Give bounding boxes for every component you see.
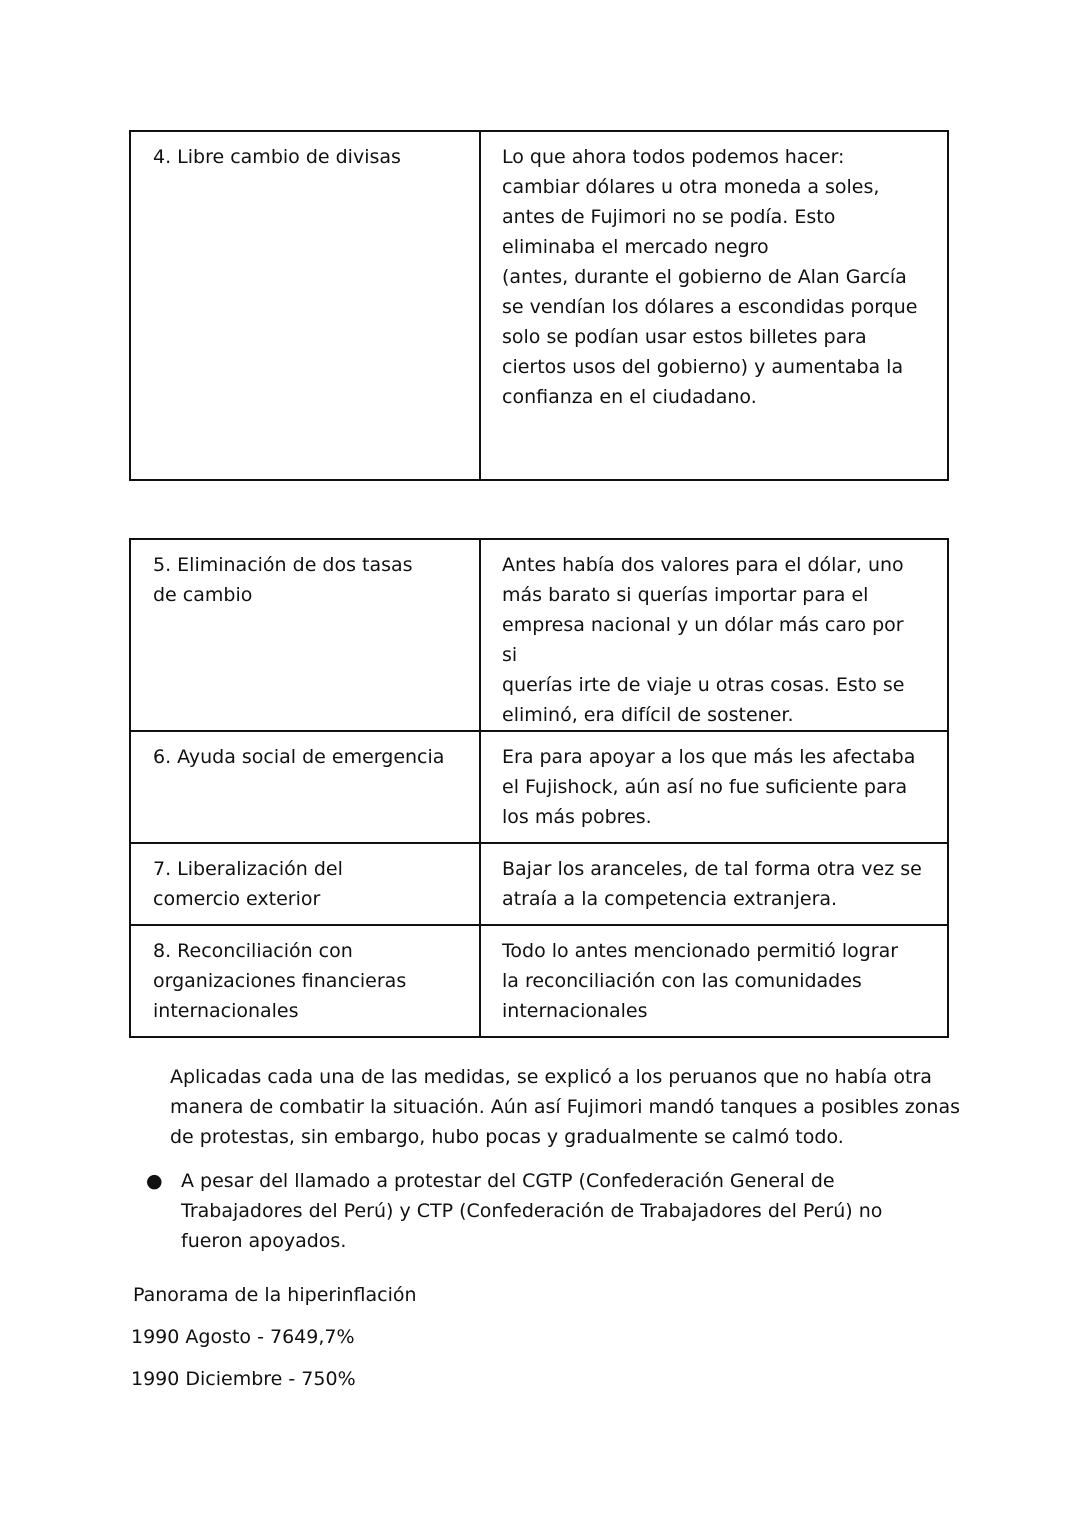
panorama-entry: 1990 Diciembre - 750% [131, 1368, 356, 1390]
measure-cell: 8. Reconciliación con organizaciones financieras internacionales [130, 925, 480, 1037]
description-cell: Era para apoyar a los que más les afectaba el Fujishock, aún así no fue suficiente para los más pobres. [480, 731, 948, 843]
measure-cell: 6. Ayuda social de emergencia [130, 731, 480, 843]
description-cell: Todo lo antes mencionado permitió lograr la reconciliación con las comunidades internacionales [480, 925, 948, 1037]
panorama-title: Panorama de la hiperinflación [133, 1284, 417, 1306]
measure-cell: 5. Eliminación de dos tasas de cambio [130, 539, 480, 731]
measures-table-1 [129, 130, 949, 481]
bullet-text: A pesar del llamado a protestar del CGTP (Confederación General de Trabajadores del Perú) y CTP (Confederación de Trabajadores del Perú) no fueron apoyados. [181, 1170, 883, 1252]
table-row [130, 131, 948, 480]
panorama-entry: 1990 Agosto - 7649,7% [131, 1326, 355, 1348]
summary-paragraph: Aplicadas cada una de las medidas, se explicó a los peruanos que no había otra manera de combatir la situación. Aún así Fujimori mandó tanques a posibles zonas de protestas, sin embargo, hubo pocas y gradualmente se calmó todo. [170, 1066, 960, 1148]
description-cell: Antes había dos valores para el dólar, uno más barato si querías importar para el empresa nacional y un dólar más caro por si querías irte de viaje u otras cosas. Esto se eliminó, era difícil de sostener. [480, 539, 948, 731]
table-row [130, 731, 948, 843]
table-row [130, 843, 948, 925]
description-cell: Bajar los aranceles, de tal forma otra vez se atraía a la competencia extranjera. [480, 843, 948, 925]
bullet-icon: ● [146, 1170, 163, 1192]
bullet-item [146, 1166, 946, 1256]
measure-cell: 7. Liberalización del comercio exterior [130, 843, 480, 925]
measure-cell: 4. Libre cambio de divisas [130, 131, 480, 480]
table-row [130, 539, 948, 731]
table-row [130, 925, 948, 1037]
measures-table-2 [129, 538, 949, 1038]
description-cell: Lo que ahora todos podemos hacer: cambiar dólares u otra moneda a soles, antes de Fujimori no se podía. Esto eliminaba el mercado negro (antes, durante el gobierno de Alan García se vendían los dólares a escondidas porque solo se podían usar estos billetes para ciertos usos del gobierno) y aumentaba la confianza en el ciudadano. [480, 131, 948, 480]
